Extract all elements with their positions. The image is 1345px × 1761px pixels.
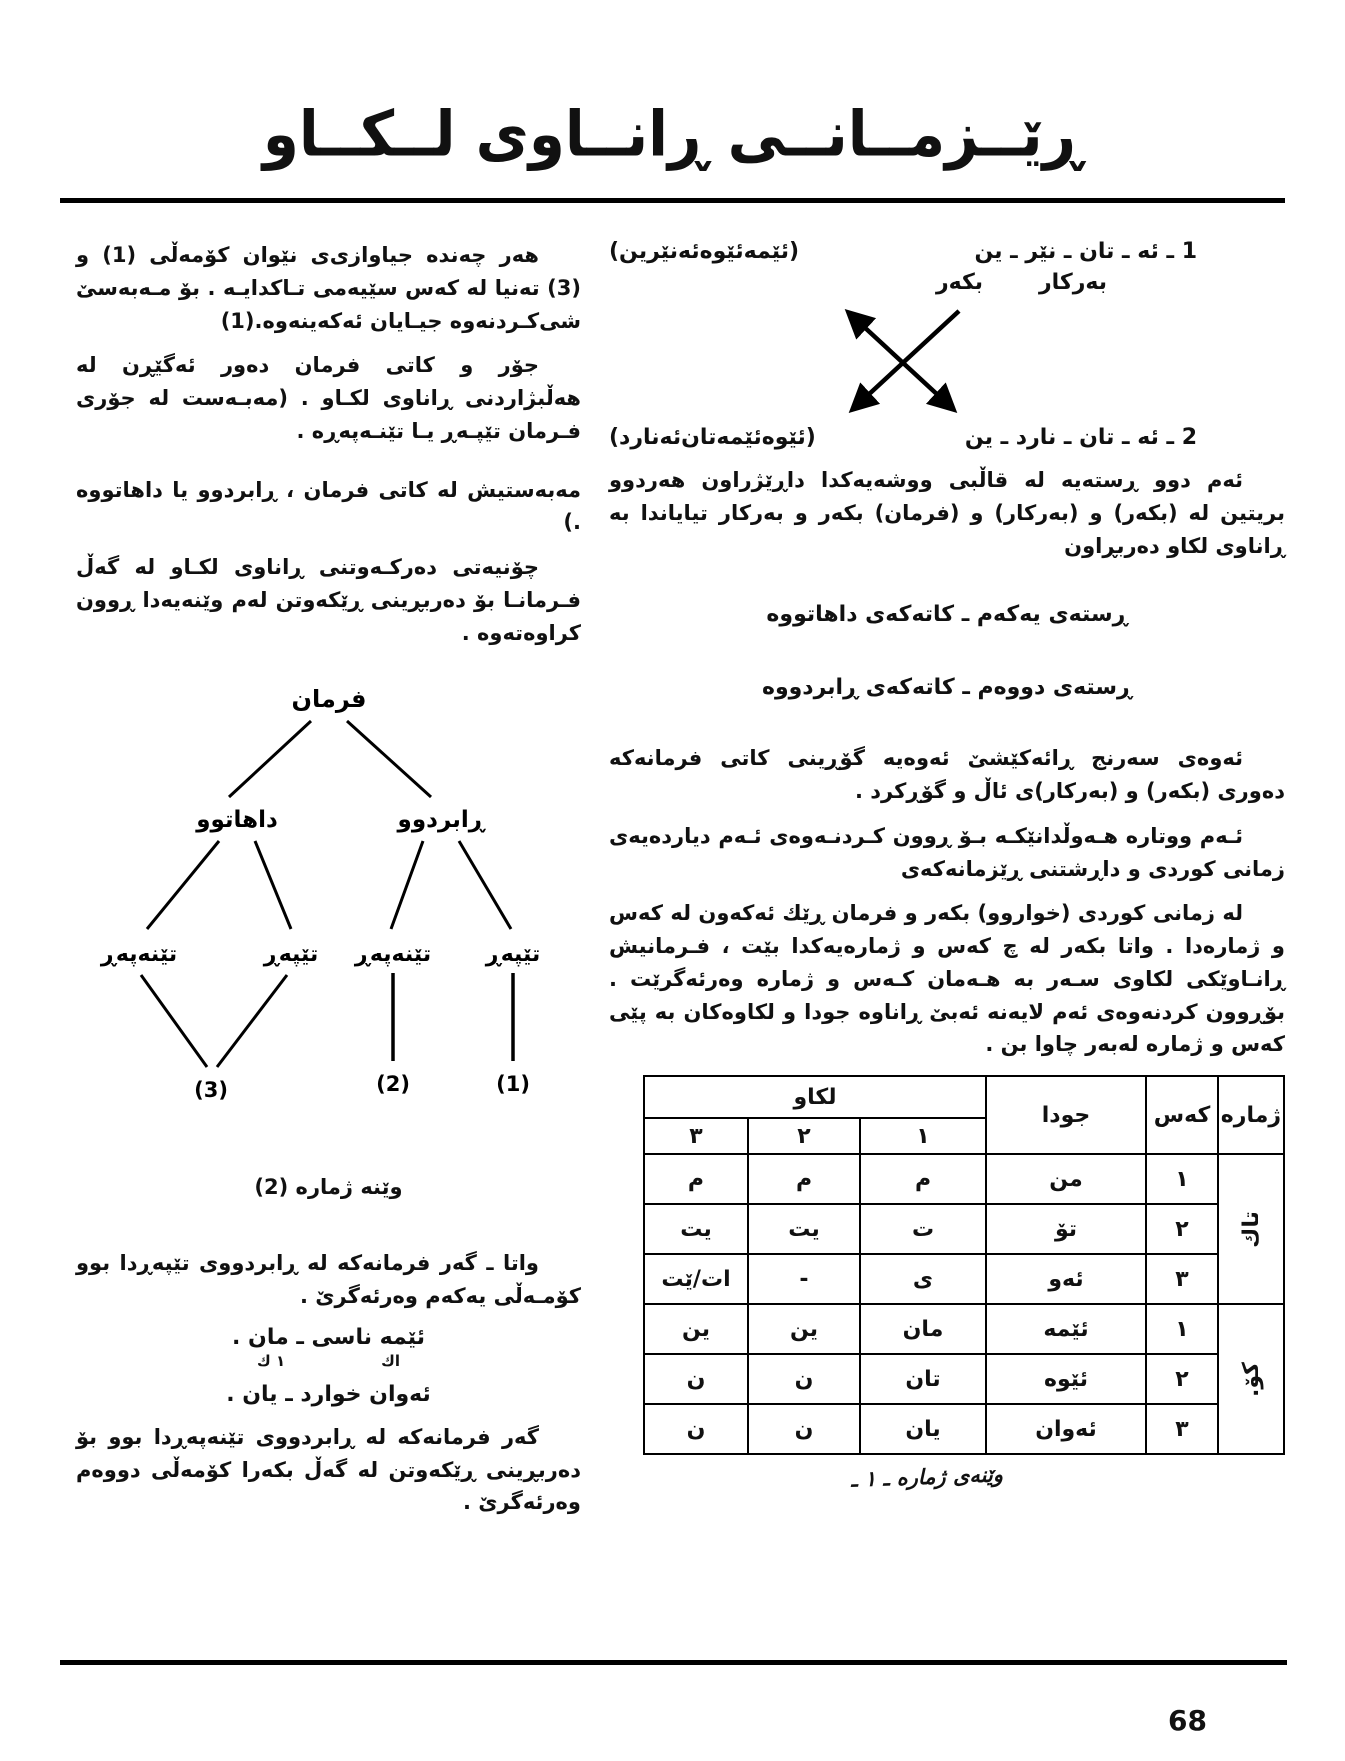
two-column-layout	[60, 239, 1285, 1531]
cell-clitic-3: ات/ێت	[644, 1254, 748, 1304]
cell-clitic-2: م	[748, 1154, 860, 1204]
title-divider-rule	[60, 198, 1285, 203]
cell-clitic-1: م	[860, 1154, 986, 1204]
pronoun-morphology-table	[643, 1075, 1285, 1455]
statement-second-sentence: ڕسته‌ی دووه‌م ـ كاته‌كه‌ی ڕابردووه	[761, 675, 1133, 701]
table-caption-handwritten: وێنه‌ی ژماره ـ ١ ـ	[850, 1462, 1004, 1492]
cell-clitic-3: م	[644, 1154, 748, 1204]
paragraph-figure-intro: چۆنيه‌تی ده‌ركـه‌وتنی ڕاناوی لكـاو له گه‌ڵ فـرمانـا بۆ ده‌ربڕينی ڕێكه‌وتن له‌م وێنه‌يه‌دا ڕوون كراوه‌ته‌وه .	[76, 555, 581, 645]
example-they-ate: ئه‌وان خوارد ـ يان .	[226, 1381, 431, 1407]
example-we-knew: ئێمه ناسی ـ مان .	[232, 1324, 425, 1350]
example-2-phrase: 2 ـ ئه ـ تان ـ نارد ـ ين	[964, 425, 1197, 450]
tree-node-future: داهاتوو	[195, 807, 278, 834]
paragraph-time-meaning: مه‌به‌ستيش له كاتی فرمان ، ڕابردوو يا داهاتووه .)	[76, 477, 581, 535]
cell-clitic-1: ت	[860, 1204, 986, 1254]
example-sentence-1	[609, 239, 1285, 264]
cell-person: ٢	[1146, 1204, 1218, 1254]
tree-node-intransitive-past: تێنه‌په‌ڕ	[354, 942, 431, 968]
col-header-independent: جودا	[986, 1076, 1146, 1154]
cell-independent-pronoun: ئه‌و	[986, 1254, 1146, 1304]
statement-first-sentence: ڕسته‌ی يه‌كه‌م ـ كاته‌كه‌ی داهاتووه	[766, 602, 1128, 628]
tree-node-intransitive-future: تێنه‌په‌ڕ	[100, 942, 177, 968]
tree-leaf-number-1: (1)	[495, 1072, 530, 1097]
cell-clitic-2: ن	[748, 1354, 860, 1404]
tree-leaf-number-3: (3)	[193, 1078, 228, 1103]
role-labels-row	[609, 270, 1285, 295]
column-right	[609, 239, 1285, 1492]
role-subject-label: بكه‌ر	[935, 270, 983, 295]
crossing-arrows-figure	[817, 299, 985, 421]
col-header-clitic-3: ٣	[644, 1118, 748, 1154]
tree-leaf-number-2: (2)	[375, 1072, 410, 1097]
tree-node-past: ڕابردوو	[397, 807, 484, 834]
example-1-phrase: 1 ـ ئه ـ تان ـ نێر ـ ين	[974, 239, 1197, 264]
arrow-subject-to-object	[849, 313, 953, 409]
cell-independent-pronoun: ئێوه	[986, 1354, 1146, 1404]
footer-divider-rule	[60, 1660, 1287, 1665]
role-object-label: به‌ركار	[1039, 270, 1107, 295]
group-label-singular: تاك	[1218, 1154, 1284, 1304]
annotation-left: ١ ك	[256, 1351, 286, 1370]
table-row	[644, 1354, 1284, 1404]
cell-clitic-3: يت	[644, 1204, 748, 1254]
example-sentence-2	[609, 425, 1285, 450]
col-header-clitic-1: ١	[860, 1118, 986, 1154]
cell-person: ١	[1146, 1304, 1218, 1354]
paragraph-sentence-mold: ئه‌م دوو ڕسته‌يه له قاڵبی ووشه‌يه‌كدا داڕێژراون هه‌ردوو بريتين له (بكه‌ر) و (به‌ركار) و (فرمان) بكه‌ر و به‌ركار تياياندا به ڕاناوی لكاو ده‌ربڕاون	[609, 468, 1285, 558]
tree-node-verb: فرمان	[291, 685, 366, 714]
table-row	[644, 1154, 1284, 1204]
column-left	[76, 239, 581, 1531]
paragraph-article-aim: ئـه‌م ووتاره هـه‌وڵدانێكـه بـۆ ڕوون كـردنـه‌وه‌ی ئـه‌م دياردەيه‌ی زمانی كوردی و داڕشتنی ڕێزمانه‌كه‌ی	[609, 823, 1285, 881]
table-row	[644, 1404, 1284, 1454]
col-header-person: كه‌س	[1146, 1076, 1218, 1154]
annotation-right: اك	[381, 1351, 401, 1370]
cell-independent-pronoun: من	[986, 1154, 1146, 1204]
col-header-clitic-2: ٢	[748, 1118, 860, 1154]
cell-clitic-2: -	[748, 1254, 860, 1304]
table-row	[644, 1204, 1284, 1254]
paragraph-transitive-past-rule: واتا ـ گه‌ر فرمانه‌كه له ڕابردووی تێپه‌ڕدا بوو كۆمـه‌ڵی يه‌كه‌م وه‌رئه‌گرێ .	[76, 1251, 581, 1308]
example-annotation	[76, 1352, 581, 1370]
tree-node-transitive-past: تێپه‌ڕ	[485, 942, 540, 968]
cell-clitic-2: ن	[748, 1404, 860, 1454]
page-number: 68	[1168, 1704, 1207, 1737]
cell-independent-pronoun: ئه‌وان	[986, 1404, 1146, 1454]
paragraph-tense-swap: ئه‌وه‌ی سه‌رنج ڕائه‌كێشێ ئه‌وه‌يه گۆڕينی كاتی فرمانه‌كه ده‌وری (بكه‌ر) و (به‌ركار)ی ئاڵ و گۆڕكرد .	[609, 746, 1285, 803]
col-header-number: ژماره	[1218, 1076, 1284, 1154]
page-title: ڕێــزمــانــی ڕانــاوی لــكــاو	[262, 97, 1083, 171]
group-label-plural: كۆ.	[1218, 1304, 1284, 1454]
cell-person: ١	[1146, 1154, 1218, 1204]
cell-clitic-2: ين	[748, 1304, 860, 1354]
paragraph-intransitive-past-rule: گه‌ر فرمانه‌كه له ڕابردووی تێنه‌په‌ڕدا بوو بۆ ده‌ربڕينی ڕێكه‌وتن له گه‌ڵ بكه‌را كۆمه‌ڵی دووه‌م وه‌رئه‌گرێ .	[76, 1424, 581, 1515]
cell-clitic-3: ن	[644, 1354, 748, 1404]
cell-person: ٣	[1146, 1404, 1218, 1454]
arrow-object-to-subject	[853, 311, 959, 409]
verb-tree-figure	[76, 679, 581, 1111]
paragraph-difference-groups: هه‌ر چه‌نده جياوازی‌ی نێوان كۆمه‌ڵی (1) و (3) ته‌نيا له كه‌س سێيه‌می تـاكدايـه . بۆ مـه‌به‌سێ شی‌كـردنه‌وه جيـايان ئه‌كه‌ينه‌وه.(1)	[76, 243, 581, 333]
table-row	[644, 1304, 1284, 1354]
cell-independent-pronoun: تۆ	[986, 1204, 1146, 1254]
cell-clitic-1: ى	[860, 1254, 986, 1304]
cell-clitic-1: تان	[860, 1354, 986, 1404]
col-header-clitic-group: لكاو	[644, 1076, 986, 1118]
cell-person: ٢	[1146, 1354, 1218, 1404]
cell-person: ٣	[1146, 1254, 1218, 1304]
paragraph-verb-type-time: جۆر و كاتی فرمان ده‌ور ئه‌گێڕن له هه‌ڵبژاردنی ڕاناوی لكـاو . (مه‌بـه‌ست له جۆری فـرمان تێپـه‌ڕ يـا تێنـه‌په‌ڕه .	[76, 353, 581, 443]
paragraph-agreement: له زمانی كوردی (خواروو) بكه‌ر و فرمان ڕێك ئه‌كه‌ون له كه‌س و ژماره‌دا . واتا بكه‌ر له چ كه‌س و ژماره‌يه‌كدا بێت ، فـرمانيش ڕانـاوێكی لكاوی سـه‌ر به هـه‌مان كـه‌س و ژماره وه‌رئه‌گرێت . بۆڕوون كردنه‌وه‌ی ئه‌م لايه‌نه ئه‌بێ ڕاناوه جودا و لكاوه‌كان به پێی كه‌س و ژماره له‌به‌ر چاوا بن .	[609, 901, 1285, 1057]
cell-clitic-1: يان	[860, 1404, 986, 1454]
cell-clitic-3: ين	[644, 1304, 748, 1354]
tree-node-transitive-future: تێپه‌ڕ	[263, 942, 318, 968]
cell-clitic-1: مان	[860, 1304, 986, 1354]
example-1-gloss: (ئێمه‌ئێوه‌ئه‌نێرين)	[609, 239, 800, 264]
table-row	[644, 1254, 1284, 1304]
figure-2-caption: وێنه ژماره (2)	[254, 1175, 403, 1200]
cell-clitic-3: ن	[644, 1404, 748, 1454]
cell-clitic-2: يت	[748, 1204, 860, 1254]
cell-independent-pronoun: ئێمه	[986, 1304, 1146, 1354]
example-2-gloss: (ئێوه‌ئێمه‌تان‌ئه‌نارد)	[609, 425, 816, 450]
